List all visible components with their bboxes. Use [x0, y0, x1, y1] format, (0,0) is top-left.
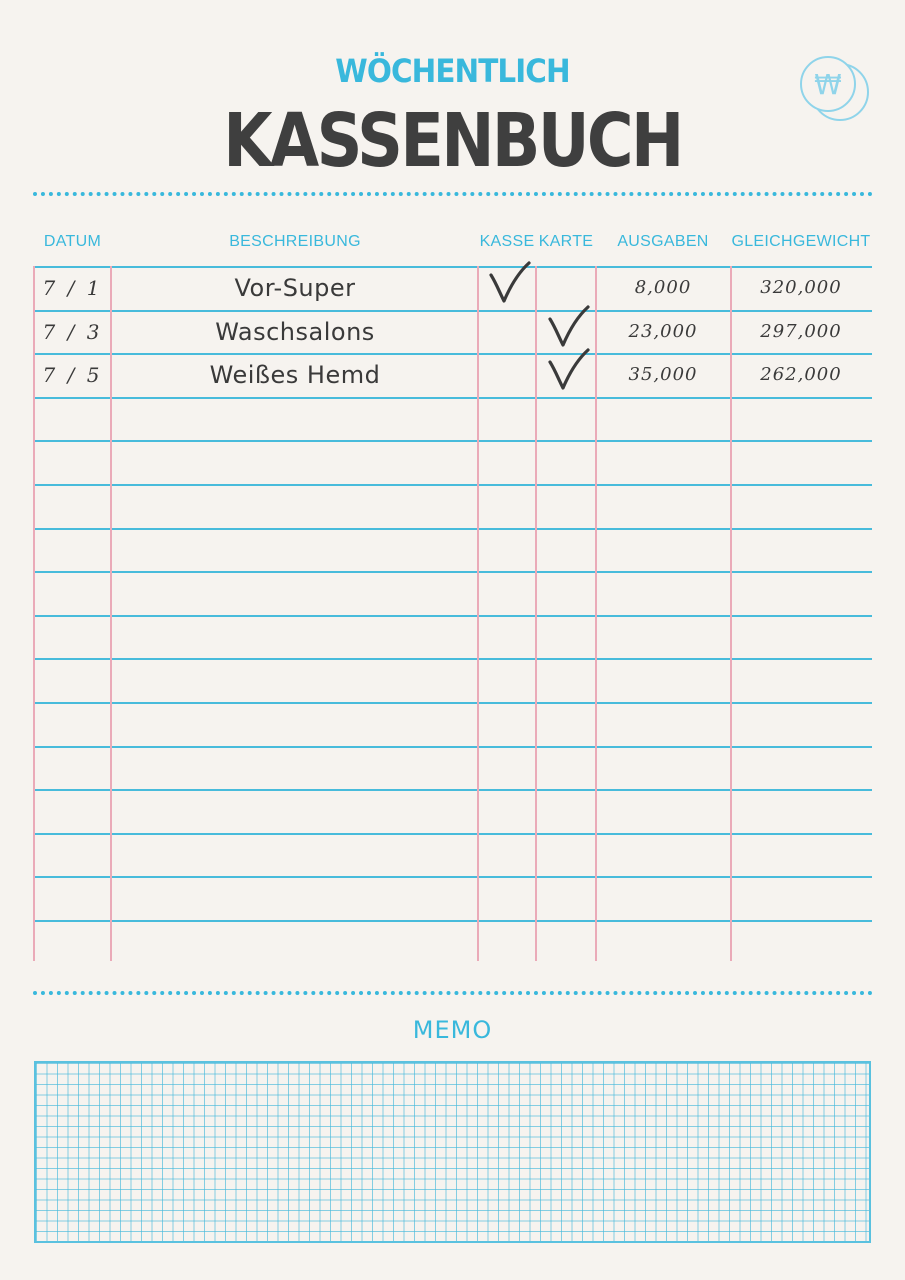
checkmark-icon	[546, 348, 590, 392]
memo-divider	[33, 991, 873, 995]
column-header-gleichgewicht: GLEICHGEWICHT	[731, 233, 871, 250]
checkmark-icon	[487, 261, 531, 305]
row-balance: 320,000	[760, 277, 842, 298]
column-header-kasse: KASSE	[479, 233, 535, 250]
row-date: 7 / 5	[42, 363, 103, 387]
row-description: Vor-Super	[234, 274, 356, 302]
checkmark-icon	[546, 305, 590, 349]
memo-grid[interactable]	[34, 1061, 871, 1243]
row-line	[33, 440, 872, 442]
page-title: KASSENBUCH	[223, 98, 682, 184]
row-ausgaben: 8,000	[634, 277, 692, 298]
column-line	[535, 266, 537, 961]
column-header-beschreibung: BESCHREIBUNG	[229, 233, 361, 250]
row-ausgaben: 35,000	[628, 364, 698, 385]
memo-title: MEMO	[412, 1016, 493, 1044]
column-header-datum: DATUM	[43, 233, 102, 250]
row-line	[33, 397, 872, 399]
row-line	[33, 789, 872, 791]
row-line	[33, 876, 872, 878]
row-line	[33, 746, 872, 748]
row-line	[33, 658, 872, 660]
row-line	[33, 702, 872, 704]
won-symbol: ₩	[814, 68, 842, 101]
row-line	[33, 833, 872, 835]
row-line	[33, 571, 872, 573]
row-description: Waschsalons	[215, 318, 375, 346]
row-line	[33, 920, 872, 922]
row-balance: 262,000	[760, 364, 842, 385]
header-divider	[33, 192, 873, 196]
won-coin-icon	[798, 54, 874, 122]
page-subtitle: WÖCHENTLICH	[335, 52, 570, 90]
row-line	[33, 615, 872, 617]
row-date: 7 / 3	[42, 320, 103, 344]
row-balance: 297,000	[760, 321, 842, 342]
row-line	[33, 528, 872, 530]
row-date: 7 / 1	[42, 276, 103, 300]
row-line	[33, 484, 872, 486]
row-ausgaben: 23,000	[628, 321, 698, 342]
column-header-ausgaben: AUSGABEN	[617, 233, 709, 250]
row-description: Weißes Hemd	[209, 361, 381, 389]
column-header-karte: KARTE	[538, 233, 594, 250]
